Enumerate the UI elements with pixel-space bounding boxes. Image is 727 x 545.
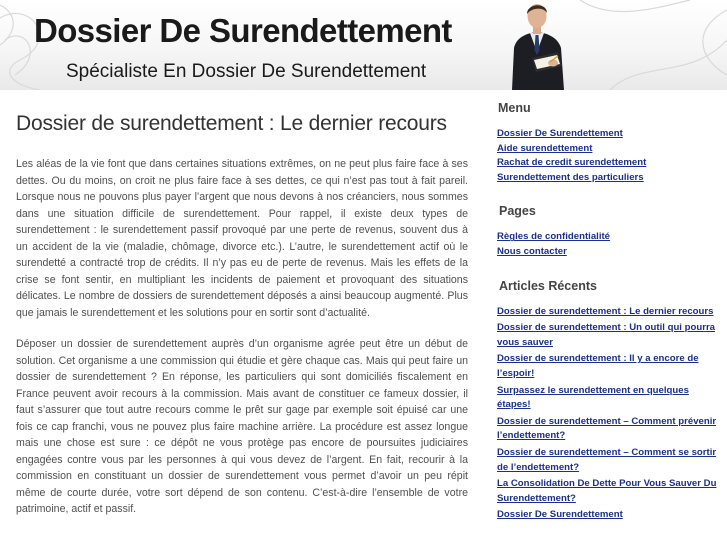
recent-article-link[interactable]: Dossier de surendettement – Comment se sortir de l’endettement? <box>497 446 717 473</box>
recent-article-link[interactable]: Dossier de surendettement : Le dernier recours <box>497 305 714 317</box>
recent-article-link[interactable]: La Consolidation De Dette Pour Vous Sauver Du Surendettement? <box>497 478 717 504</box>
main-content <box>16 110 468 533</box>
site-header <box>0 0 727 90</box>
post-paragraph: Les aléas de la vie font que dans certaines situations extrêmes, on ne peut plus faire face à ses dettes. Ou du moins, on croit ne plus faire face à ses dettes, ce qui n’est pas tout à fait pareil. Lorsque nous ne pouvons plus payer l’argent que nous devons à nos créanciers, nous sommes dans une situation difficile de surendettement. Pour rappel, il existe deux types de surendettement : le surendettement passif provoqué par une perte de revenus, souvent dus à un accident de la vie (maladie, chômage, divorce etc.). L’autre, le surendettement actif où le surendetté a contracté trop de crédits. Il n’y pas eu de perte de revenus. Mais les effets de la crise se font sentir, en multipliant les incidents de paiement et provoquant des situations délicates. Le nombre de dossiers de surendettement déposés a ainsi beaucoup augmenté. Plus que jamais le surendettement et les solutions pour en sortir sont d’actualité. <box>16 158 468 319</box>
post-body <box>16 156 468 518</box>
recent-article-link[interactable]: Dossier De Surendettement <box>497 509 623 521</box>
businessman-icon <box>506 0 568 90</box>
pages-widget-title: Pages <box>499 204 536 219</box>
menu-link-dossier[interactable]: Dossier De Surendettement <box>497 128 623 139</box>
recent-article-link[interactable]: Dossier de surendettement – Comment prévenir l’endettement? <box>497 415 717 442</box>
menu-link-particuliers[interactable]: Surendettement des particuliers <box>497 171 644 183</box>
page-link-contact[interactable]: Nous contacter <box>497 245 567 257</box>
menu-link-rachat[interactable]: Rachat de credit surendettement <box>497 157 647 169</box>
sidebar <box>497 100 717 537</box>
post-title[interactable]: Dossier de surendettement : Le dernier recours <box>16 112 447 135</box>
recent-article-link[interactable]: Dossier de surendettement : Un outil qui pourra vous sauver <box>497 322 716 348</box>
recent-articles-title: Articles Récents <box>499 278 597 293</box>
menu-widget-title: Menu <box>498 101 531 115</box>
post-paragraph: Déposer un dossier de surendettement auprès d’un organisme agrée peut être un début de solution. Cet organisme a une commission qui étudie et gère chaque cas. Mais qui peut faire un dossier de surendettement ? En réponse, les particuliers qui sont domiciliés fiscalement en France peuvent avoir recours à la commission. Mais avant de constituer ce fameux dossier, il faut s’assurer que tout autre recours comme le prêt sur gage par exemple soit épuisé car une fois ce cap franchi, vous ne pouvez plus faire machine arrière. La procédure est assez longue mais une chose est sure : ce dépôt ne vous protège pas encore de poursuites judiciaires engagées contre vous par les personnes à qui vous devez de l’argent. En fait, recourir à la commission en constituant un dossier de surendettement vous permet d’avoir un peu répit même de courte durée, votre sort dépend de son contenu. C’est-à-dire l’ensemble de votre patrimoine, actif et passif. <box>16 338 468 515</box>
page-link-confidentialite[interactable]: Règles de confidentialité <box>497 231 611 243</box>
recent-articles-widget <box>497 278 717 523</box>
site-title[interactable]: Dossier De Surendettement <box>34 12 452 49</box>
recent-article-link[interactable]: Dossier de surendettement : Il y a encore de l’espoir! <box>497 353 699 379</box>
pages-widget <box>497 203 717 259</box>
recent-article-link[interactable]: Surpassez le surendettement en quelques étapes! <box>497 384 689 411</box>
menu-link-aide[interactable]: Aide surendettement <box>497 142 593 154</box>
menu-widget <box>497 100 717 185</box>
site-tagline: Spécialiste En Dossier De Surendettement <box>66 61 427 82</box>
